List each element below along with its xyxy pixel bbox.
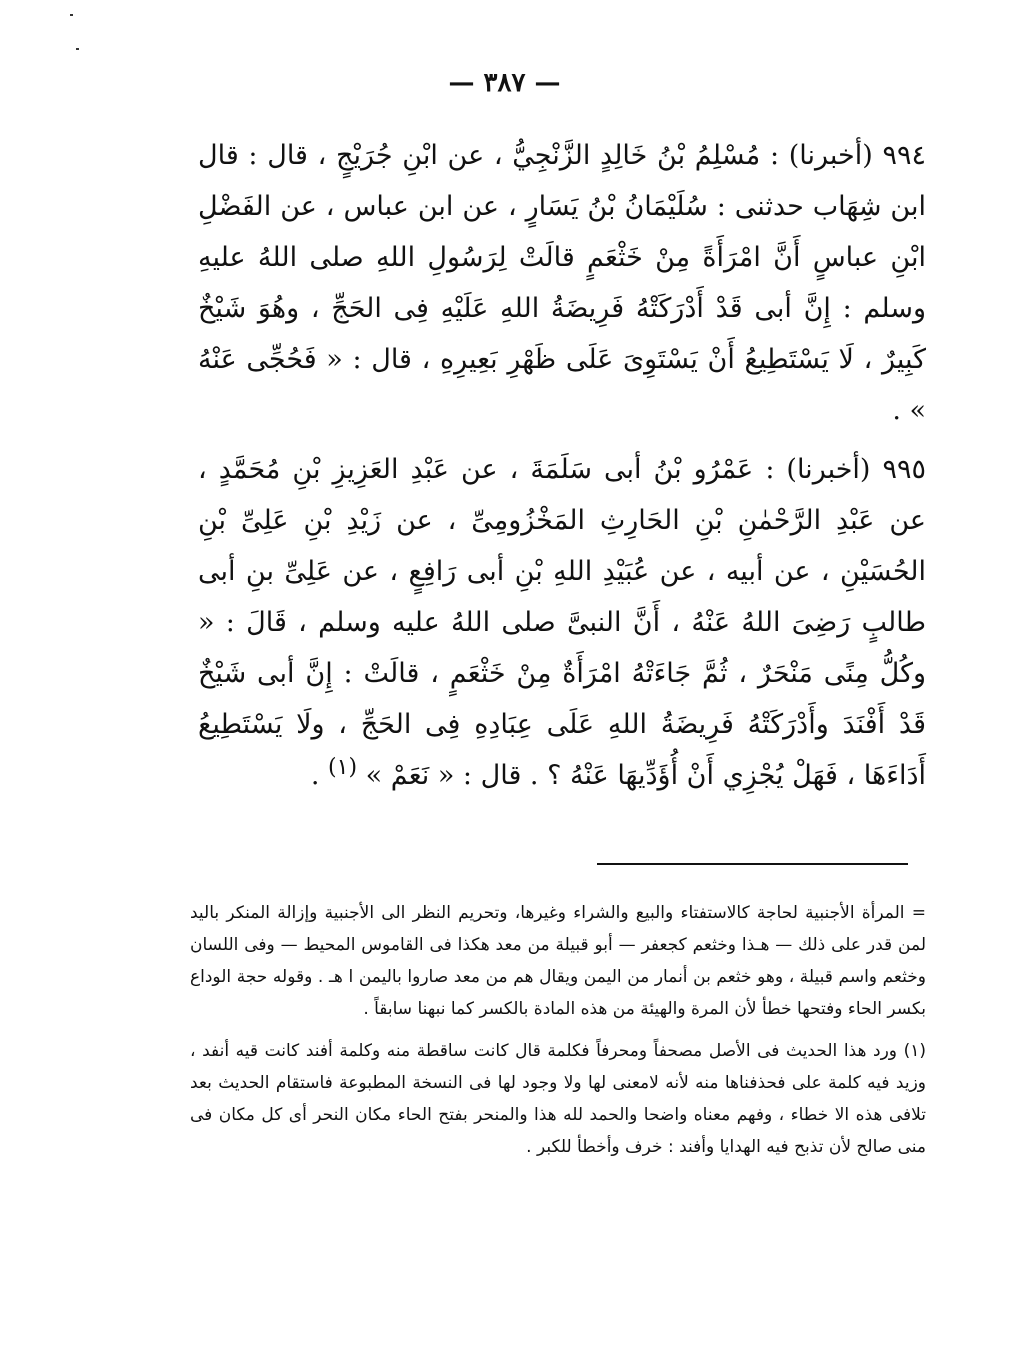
page-number: — ٣٨٧ — [448,68,561,98]
hadith-text: مُسْلِمُ بْنُ خَالِدٍ الزَّنْجِيُّ ، عن ابْنِ جُرَيْجٍ ، قال : قال ابن شِهَاب حدثنى : سُلَيْمَانُ بْنُ يَسَارٍ ، عن ابن عباس ، عن الفَضْلِ ابْنِ عباسٍ أَنَّ امْرَأَةً مِنْ خَثْعَمٍ قالَتْ لِرَسُولِ اللهِ صلى اللهُ عليهِ وسلم : إِنَّ أبى قَدْ أَدْرَكَتْهُ فَرِيضَةُ اللهِ عَلَيْهِ فِى الحَجِّ ، وهُوَ شَيْخٌ كَبِيرٌ ، لَا يَسْتَطِيعُ أَنْ يَسْتَوِىَ عَلَى ظَهْرِ بَعِيرِهِ ، قال : « فَحُجِّى عَنْهُ » . [198,140,926,426]
hadith-text: عَمْرُو بْنُ أبى سَلَمَةَ ، عن عَبْدِ العَزِيزِ بْنِ مُحَمَّدٍ ، عن عَبْدِ الرَّحْمٰنِ بْنِ الحَارِثِ المَخْزُومِىِّ ، عن زَيْدِ بْنِ عَلِىِّ بْنِ الحُسَيْنِ ، عن أبيه ، عن عُبَيْدِ اللهِ بْنِ أبى رَافِعٍ ، عن عَلِىِّ بنِ أبى طالبٍ رَضِىَ اللهُ عَنْهُ ، أَنَّ النبىَّ صلى اللهُ عليه وسلم ، قَالَ : « وكُلُّ مِنًى مَنْحَرٌ ، ثُمَّ جَاءَتْهُ امْرَأَةٌ مِنْ خَثْعَمٍ ، قالَتْ : إِنَّ أبى شَيْخٌ قَدْ أَفْنَدَ وأَدْرَكَتْهُ فَرِيضَةُ اللهِ عَلَى عِبَادِهِ فِى الحَجِّ ، ولَا يَسْتَطِيعُ أَدَاءَهَا ، فَهَلْ يُجْزِي أَنْ أُؤَدِّيهَا عَنْهُ ؟ . قال : « نَعَمْ » [198,454,926,791]
footnote-1: (١) ورد هذا الحديث فى الأصل مصحفاً ومحرفاً فكلمة قال كانت ساقطة منه وكلمة أفند كانت قيه أنفد ، وزيد فيه كلمة على فحذفناها منه لأنه لامعنى لها ولا وجود لها فى النسخة المطبوعة فاستقام الحديث بعد تلافى هذه الا خطاء ، وفهم معناه واضحا والحمد لله هذا والمنحر بفتح الحاء مكان النحر أى كل مكان فى منى صالح لأن تذبح فيه الهدايا وأفند : خرف وأخطأ للكبر . [190,1041,926,1157]
margin-speck [70,14,73,16]
main-text [198,130,926,809]
footnote-continued: = المرأة الأجنبية لحاجة كالاستفتاء والبيع والشراء وغيرها، وتحريم النظر الى الأجنبية وإزالة المنكر باليد لمن قدر على ذلك — هـذا وخثعم كجعفر — أبو قبيلة من معد هكذا فى القاموس المحيط — وفى اللسان وخثعم واسم قبيلة ، وهو خثعم بن أنمار من اليمن ويقال هم من معد صاروا باليمن ا هـ . وقوله حجة الوداع بكسر الحاء وفتحها خطأ لأن المرة والهيئة من هذه المادة بالكسر كما نبهنا سابقاً . [190,903,926,1019]
hadith-end: . [310,760,320,791]
hadith-number: ٩٩٤ [882,140,926,171]
footnotes [190,897,926,1173]
margin-speck [76,48,79,50]
hadith-994 [198,130,926,436]
hadith-lead: (أخبرنا) : [765,454,871,485]
footnote-divider [597,863,908,865]
hadith-number: ٩٩٥ [882,454,926,485]
hadith-lead: (أخبرنا) : [769,140,873,171]
hadith-995 [198,444,926,801]
footnote-reference: (١) [328,755,358,780]
